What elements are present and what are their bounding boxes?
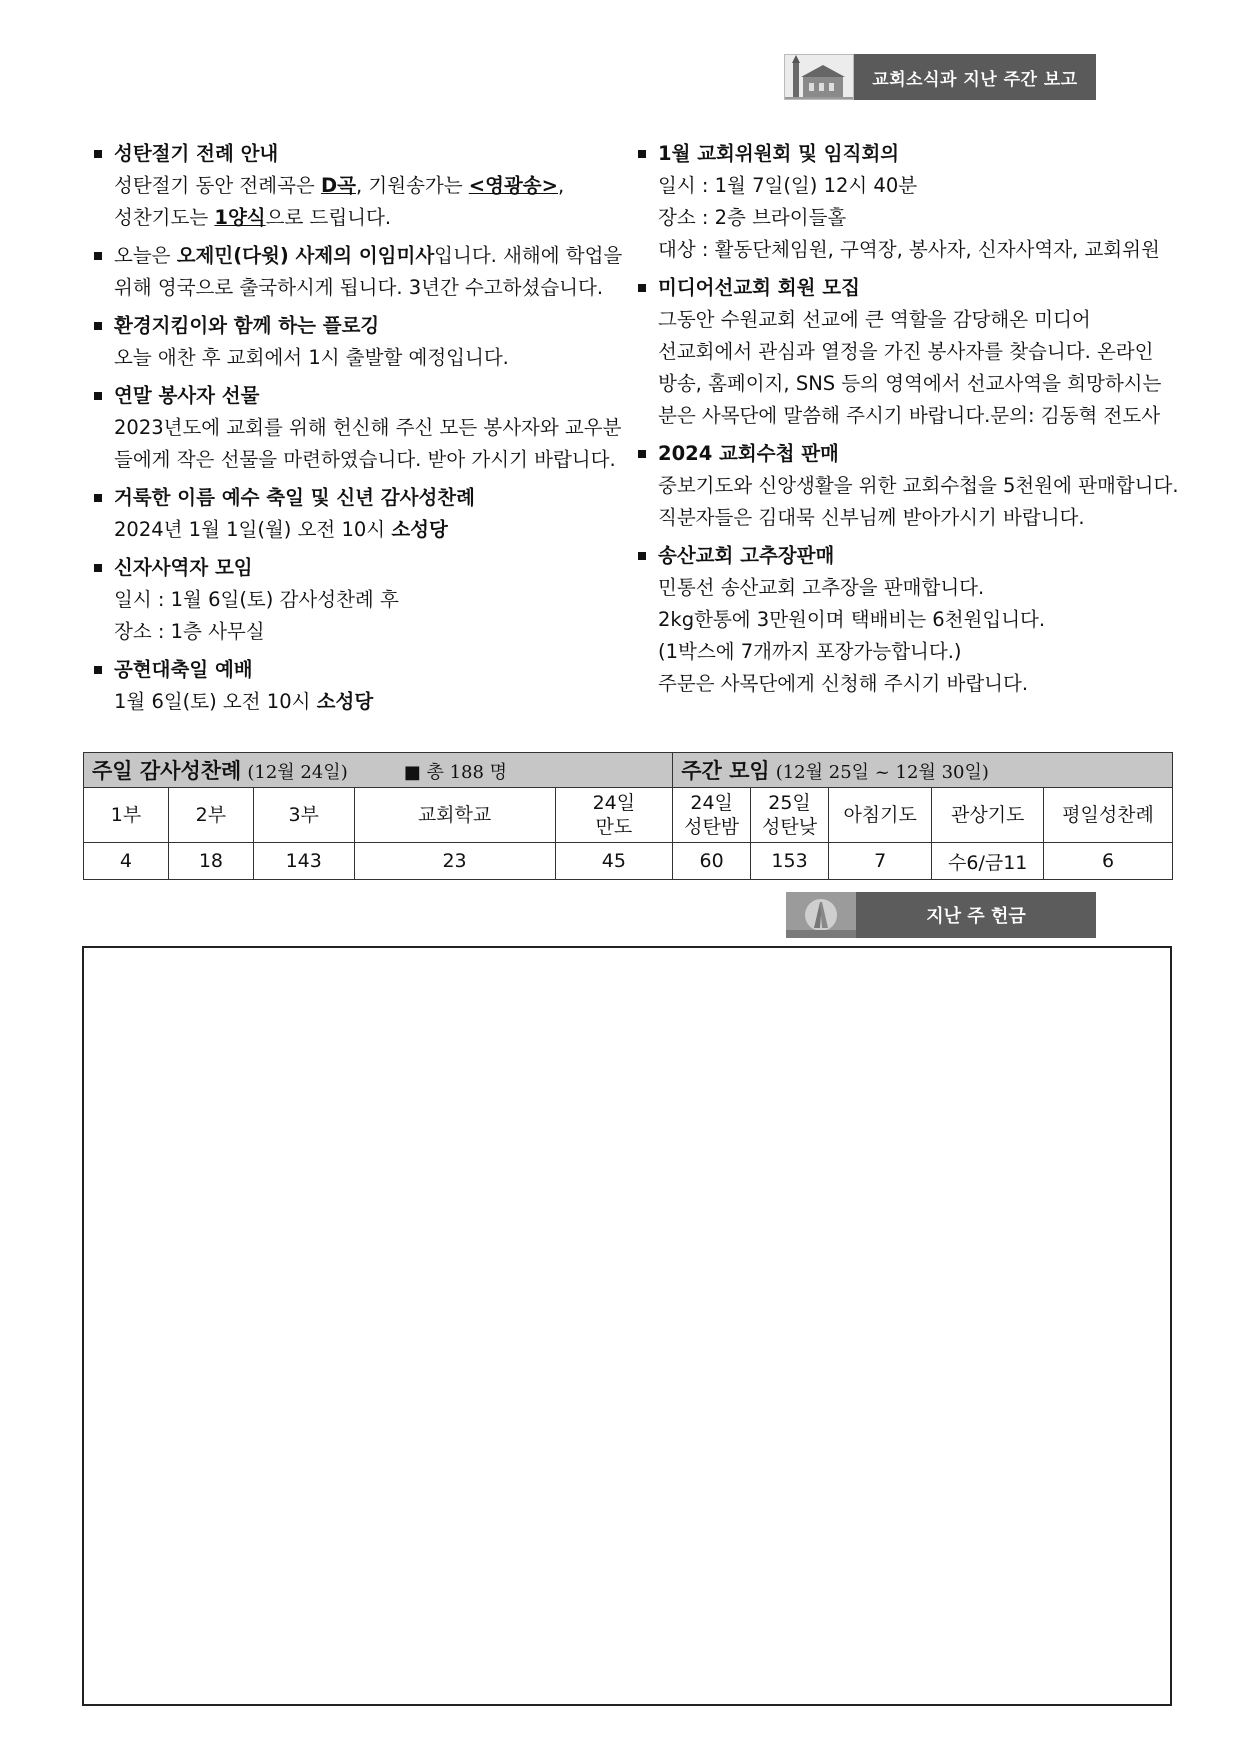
news-item-title: 미디어선교회 회원 모집 [636,272,1196,304]
news-item-line: 2023년도에 교회를 위해 헌신해 주신 모든 봉사자와 교우분 [114,416,622,439]
news-item [92,380,632,476]
praying-hands-icon [786,892,856,938]
square-bullet-icon [94,494,102,502]
right-news-column [636,138,1196,706]
attendance-column-header: 1부 [84,788,169,843]
weekly-date: (12월 25일 ~ 12월 30일) [775,762,989,783]
attendance-value: 4 [84,843,169,880]
news-item-title: 신자사역자 모임 [92,552,632,584]
news-item-line: 들에게 작은 선물을 마련하였습니다. 받아 가시기 바랍니다. [114,448,616,471]
square-bullet-icon [94,322,102,330]
news-item-line: 성탄절기 동안 전례곡은 D곡, 기원송가는 <영광송>, [114,174,565,197]
attendance-column-header: 24일 성탄밤 [673,788,751,843]
news-item [636,540,1196,700]
offering-title: 지난 주 헌금 [856,892,1096,938]
news-item [92,552,632,648]
news-item-line: 장소 : 1층 사무실 [114,620,265,643]
news-item-line: 위해 영국으로 출국하시게 됩니다. 3년간 수고하셨습니다. [114,276,604,299]
news-item-line: 오늘은 오제민(다윗) 사제의 이임미사입니다. 새해에 학업을 [92,240,632,272]
news-item-line: 민통선 송산교회 고추장을 판매합니다. [658,576,985,599]
weekly-label: 주간 모임 [681,759,770,783]
news-item-line: 성찬기도는 1양식으로 드립니다. [114,206,392,229]
news-item-line: 선교회에서 관심과 열정을 가진 봉사자를 찾습니다. 온라인 [658,340,1154,363]
attendance-column-header: 25일 성탄낮 [751,788,829,843]
news-item-line: 분은 사목단에 말씀해 주시기 바랍니다.문의: 김동혁 전도사 [658,404,1161,427]
news-item-line: 1월 6일(토) 오전 10시 소성당 [114,690,374,713]
offering-content-box [82,946,1172,1706]
sunday-label: 주일 감사성찬례 [92,759,242,783]
square-bullet-icon [638,150,646,158]
sunday-date: (12월 24일) [247,762,348,783]
news-item-line: 중보기도와 신앙생활을 위한 교회수첩을 5천원에 판매합니다. [658,474,1179,497]
weekly-header [673,753,1173,788]
news-item [92,310,632,374]
square-bullet-icon [94,252,102,260]
attendance-column-header: 아침기도 [828,788,931,843]
news-item-line: 주문은 사목단에게 신청해 주시기 바랍니다. [658,672,1029,695]
news-item-line: 일시 : 1월 6일(토) 감사성찬례 후 [114,588,399,611]
news-item-line: 2kg한통에 3만원이며 택배비는 6천원입니다. [658,608,1046,631]
news-item-title: 1월 교회위원회 및 임직회의 [636,138,1196,170]
attendance-value: 153 [751,843,829,880]
news-item-title: 거룩한 이름 예수 축일 및 신년 감사성찬례 [92,482,632,514]
attendance-header-row [84,753,1173,788]
attendance-column-header: 교회학교 [354,788,555,843]
attendance-value: 23 [354,843,555,880]
news-item [636,272,1196,432]
news-item-title: 성탄절기 전례 안내 [92,138,632,170]
news-item-line: 오늘 애찬 후 교회에서 1시 출발할 예정입니다. [114,346,509,369]
news-item-line: 2024년 1월 1일(월) 오전 10시 소성당 [114,518,448,541]
news-item-line: 직분자들은 김대묵 신부님께 받아가시기 바랍니다. [658,506,1085,529]
news-item [636,438,1196,534]
offering-header [786,892,1096,938]
square-bullet-icon [638,450,646,458]
attendance-column-header: 3부 [253,788,354,843]
square-bullet-icon [94,392,102,400]
news-item [92,654,632,718]
attendance-values-row [84,843,1173,880]
attendance-table [83,752,1173,880]
news-item-title: 공현대축일 예배 [92,654,632,686]
square-bullet-icon [638,552,646,560]
attendance-value: 7 [828,843,931,880]
news-item-line: 그동안 수원교회 선교에 큰 역할을 감당해온 미디어 [658,308,1091,331]
attendance-value: 수6/금11 [932,843,1044,880]
news-item-title: 송산교회 고추장판매 [636,540,1196,572]
square-bullet-icon [94,564,102,572]
news-item-title: 환경지킴이와 함께 하는 플로깅 [92,310,632,342]
attendance-value: 18 [168,843,253,880]
news-item [92,138,632,234]
attendance-column-header: 관상기도 [932,788,1044,843]
news-item [92,240,632,304]
news-item-title: 연말 봉사자 선물 [92,380,632,412]
attendance-value: 60 [673,843,751,880]
total-count: ■ 총 188 명 [403,762,508,783]
church-building-icon [784,54,854,100]
news-item-title: 2024 교회수첩 판매 [636,438,1196,470]
attendance-columns-row [84,788,1173,843]
attendance-value: 6 [1044,843,1173,880]
attendance-column-header: 24일 만도 [555,788,673,843]
news-item-line: 일시 : 1월 7일(일) 12시 40분 [658,174,918,197]
left-news-column [92,138,632,724]
news-item-line: 방송, 홈페이지, SNS 등의 영역에서 선교사역을 희망하시는 [658,372,1162,395]
attendance-value: 143 [253,843,354,880]
attendance-column-header: 평일성찬례 [1044,788,1173,843]
section-title: 교회소식과 지난 주간 보고 [854,54,1096,100]
attendance-value: 45 [555,843,673,880]
news-item [92,482,632,546]
square-bullet-icon [638,284,646,292]
square-bullet-icon [94,150,102,158]
square-bullet-icon [94,666,102,674]
news-item [636,138,1196,266]
news-item-line: 장소 : 2층 브라이들홀 [658,206,847,229]
attendance-column-header: 2부 [168,788,253,843]
news-item-line: (1박스에 7개까지 포장가능합니다.) [658,640,962,663]
sunday-header [84,753,673,788]
news-item-line: 대상 : 활동단체임원, 구역장, 봉사자, 신자사역자, 교회위원 [658,238,1160,261]
section-header [784,54,1096,100]
